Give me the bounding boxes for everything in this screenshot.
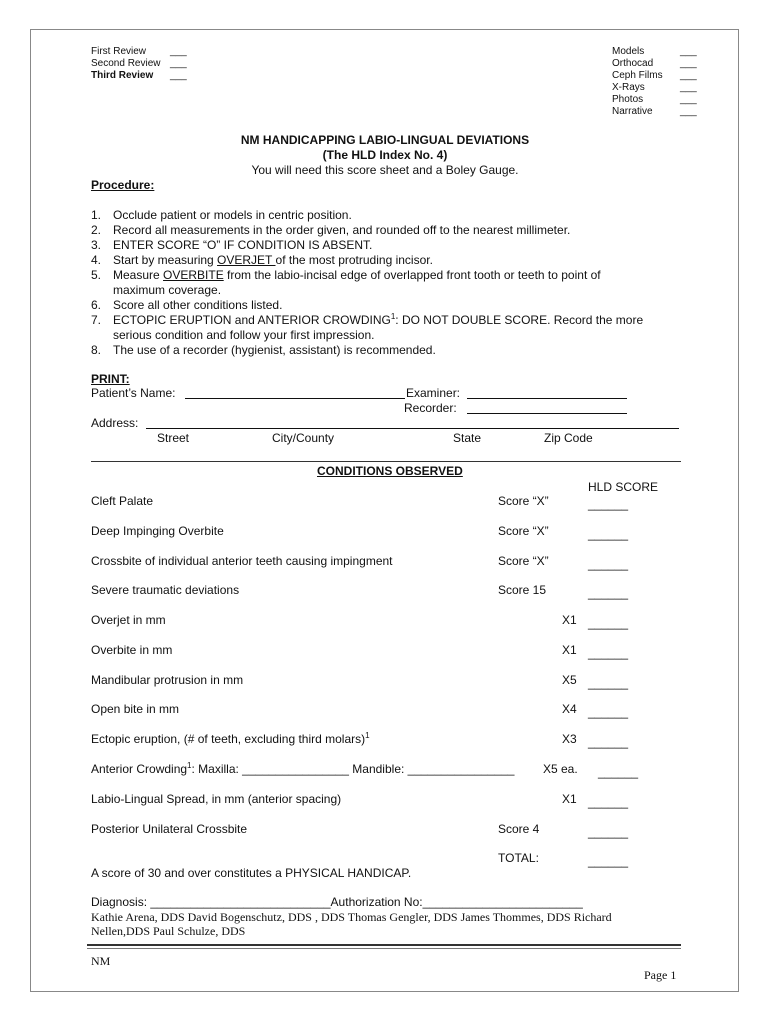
signers-line-1: Kathie Arena, DDS David Bogenschutz, DDS , DDS Thomas Gengler, DDS James Thommes, DDS Richard bbox=[91, 910, 612, 924]
condition-deep-overbite-score[interactable]: ______ bbox=[588, 527, 629, 541]
condition-cleft-palate: Cleft Palate bbox=[91, 494, 154, 508]
second-review-label: Second Review bbox=[91, 58, 161, 69]
condition-posterior-crossbite: Posterior Unilateral Crossbite bbox=[91, 822, 248, 836]
condition-crossbite-score[interactable]: ______ bbox=[588, 557, 629, 571]
condition-posterior-crossbite-rule: Score 4 bbox=[498, 822, 540, 836]
footer-state: NM bbox=[91, 954, 111, 968]
condition-crossbite-rule: Score “X” bbox=[498, 554, 549, 568]
materials-narrative-label: Narrative bbox=[612, 106, 653, 117]
patient-name-label: Patient’s Name: bbox=[91, 386, 176, 400]
step-4-text: Start by measuring OVERJET of the most protruding incisor. bbox=[113, 253, 433, 267]
recorder-label: Recorder: bbox=[404, 401, 457, 415]
condition-traumatic-score[interactable]: ______ bbox=[588, 586, 629, 600]
step-1-text: Occlude patient or models in centric position. bbox=[113, 208, 352, 222]
condition-deep-overbite-rule: Score “X” bbox=[498, 524, 549, 538]
section-divider bbox=[91, 461, 681, 462]
condition-traumatic: Severe traumatic deviations bbox=[91, 583, 240, 597]
address-state-caption: State bbox=[453, 431, 482, 445]
condition-labio-lingual-spread-score[interactable]: ______ bbox=[588, 795, 629, 809]
total-score[interactable]: ______ bbox=[588, 854, 629, 868]
document-subtitle: (The HLD Index No. 4) bbox=[322, 148, 448, 162]
first-review-label: First Review bbox=[91, 46, 147, 57]
signers-line-2: Nellen,DDS Paul Schulze, DDS bbox=[91, 924, 246, 938]
step-2-text: Record all measurements in the order given, and rounded off to the nearest millimeter. bbox=[113, 223, 571, 237]
condition-anterior-crowding-multiplier: X5 ea. bbox=[543, 762, 578, 776]
step-8-number: 8. bbox=[91, 343, 102, 357]
condition-anterior-crowding: Anterior Crowding$^1$: Maxilla: ________________ Mandible: ________________ bbox=[91, 761, 515, 776]
condition-labio-lingual-spread-multiplier: X1 bbox=[562, 792, 577, 806]
patient-name-field[interactable] bbox=[185, 387, 405, 399]
materials-photos-label: Photos bbox=[612, 94, 644, 105]
diagnosis-authorization-line[interactable]: Diagnosis: ___________________________Authorization No:________________________ bbox=[91, 895, 583, 909]
examiner-label: Examiner: bbox=[406, 386, 461, 400]
materials-photos-blank[interactable]: ___ bbox=[680, 94, 697, 105]
recorder-field[interactable] bbox=[467, 402, 627, 414]
print-heading: PRINT: bbox=[91, 372, 130, 386]
step-7-number: 7. bbox=[91, 313, 102, 327]
condition-cleft-palate-score[interactable]: ______ bbox=[588, 497, 629, 511]
condition-labio-lingual-spread: Labio-Lingual Spread, in mm (anterior spacing) bbox=[91, 792, 342, 806]
address-street-caption: Street bbox=[157, 431, 190, 445]
step-5-text: Measure OVERBITE from the labio-incisal edge of overlapped front tooth or teeth to point of bbox=[113, 268, 601, 282]
step-5-number: 5. bbox=[91, 268, 102, 282]
overjet-emphasis: OVERJET bbox=[217, 253, 276, 267]
step-7-continuation: serious condition and follow your first impression. bbox=[113, 328, 375, 342]
materials-orthocad-blank[interactable]: ___ bbox=[680, 58, 697, 69]
handicap-threshold-note: A score of 30 and over constitutes a PHYSICAL HANDICAP. bbox=[91, 866, 412, 880]
footnote-marker: 1 bbox=[390, 312, 396, 321]
condition-mandibular-protrusion-multiplier: X5 bbox=[562, 673, 577, 687]
step-8-text: The use of a recorder (hygienist, assistant) is recommended. bbox=[113, 343, 436, 357]
hld-score-header: HLD SCORE bbox=[588, 480, 659, 494]
step-7-text: ECTOPIC ERUPTION and ANTERIOR CROWDING$^1$: DO NOT DOUBLE SCORE. Record the more bbox=[113, 312, 644, 327]
procedure-heading: Procedure: bbox=[91, 178, 155, 192]
materials-models-blank[interactable]: ___ bbox=[680, 46, 697, 57]
address-field[interactable] bbox=[146, 417, 679, 429]
condition-overjet: Overjet in mm bbox=[91, 613, 166, 627]
materials-orthocad-label: Orthocad bbox=[612, 58, 654, 69]
condition-mandibular-protrusion-score[interactable]: ______ bbox=[588, 676, 629, 690]
document-title: NM HANDICAPPING LABIO-LINGUAL DEVIATIONS bbox=[240, 133, 530, 147]
condition-traumatic-rule: Score 15 bbox=[498, 583, 547, 597]
address-zip-caption: Zip Code bbox=[544, 431, 593, 445]
condition-crossbite: Crossbite of individual anterior teeth causing impingment bbox=[91, 554, 393, 568]
materials-xrays-blank[interactable]: ___ bbox=[680, 82, 697, 93]
condition-overbite: Overbite in mm bbox=[91, 643, 173, 657]
second-review-blank[interactable]: ___ bbox=[170, 58, 187, 69]
materials-models-label: Models bbox=[612, 46, 645, 57]
step-6-number: 6. bbox=[91, 298, 102, 312]
condition-open-bite-score[interactable]: ______ bbox=[588, 705, 629, 719]
condition-ectopic-eruption-score[interactable]: ______ bbox=[588, 735, 629, 749]
condition-overjet-score[interactable]: ______ bbox=[588, 616, 629, 630]
footer-rule-top bbox=[87, 944, 681, 946]
address-city-caption: City/County bbox=[272, 431, 335, 445]
step-6-text: Score all other conditions listed. bbox=[113, 298, 283, 312]
third-review-label: Third Review bbox=[91, 70, 154, 81]
step-3-number: 3. bbox=[91, 238, 102, 252]
condition-overbite-score[interactable]: ______ bbox=[588, 646, 629, 660]
step-4-number: 4. bbox=[91, 253, 102, 267]
condition-open-bite-multiplier: X4 bbox=[562, 702, 577, 716]
step-2-number: 2. bbox=[91, 223, 102, 237]
total-label: TOTAL: bbox=[498, 851, 539, 865]
condition-ectopic-eruption: Ectopic eruption, (# of teeth, excluding third molars)$^1$ bbox=[91, 731, 370, 746]
condition-deep-overbite: Deep Impinging Overbite bbox=[91, 524, 224, 538]
page-number: Page 1 bbox=[644, 968, 677, 982]
examiner-field[interactable] bbox=[467, 387, 627, 399]
materials-xrays-label: X-Rays bbox=[612, 82, 645, 93]
step-1-number: 1. bbox=[91, 208, 102, 222]
document-instruction: You will need this score sheet and a Boley Gauge. bbox=[251, 163, 519, 177]
step-3-text: ENTER SCORE “O” IF CONDITION IS ABSENT. bbox=[113, 238, 373, 252]
first-review-blank[interactable]: ___ bbox=[170, 46, 187, 57]
step-5-continuation: maximum coverage. bbox=[113, 283, 222, 297]
condition-anterior-crowding-score[interactable]: ______ bbox=[598, 765, 639, 779]
materials-ceph-blank[interactable]: ___ bbox=[680, 70, 697, 81]
overbite-emphasis: OVERBITE bbox=[163, 268, 224, 282]
condition-overbite-multiplier: X1 bbox=[562, 643, 577, 657]
condition-cleft-palate-rule: Score “X” bbox=[498, 494, 549, 508]
condition-posterior-crossbite-score[interactable]: ______ bbox=[588, 825, 629, 839]
condition-open-bite: Open bite in mm bbox=[91, 702, 180, 716]
condition-ectopic-eruption-multiplier: X3 bbox=[562, 732, 577, 746]
materials-narrative-blank[interactable]: ___ bbox=[680, 106, 697, 117]
third-review-blank[interactable]: ___ bbox=[170, 70, 187, 81]
conditions-heading: CONDITIONS OBSERVED bbox=[317, 464, 463, 478]
address-label: Address: bbox=[91, 416, 139, 430]
footer-rule-bottom bbox=[87, 948, 681, 949]
condition-overjet-multiplier: X1 bbox=[562, 613, 577, 627]
materials-ceph-label: Ceph Films bbox=[612, 70, 663, 81]
condition-mandibular-protrusion: Mandibular protrusion in mm bbox=[91, 673, 244, 687]
